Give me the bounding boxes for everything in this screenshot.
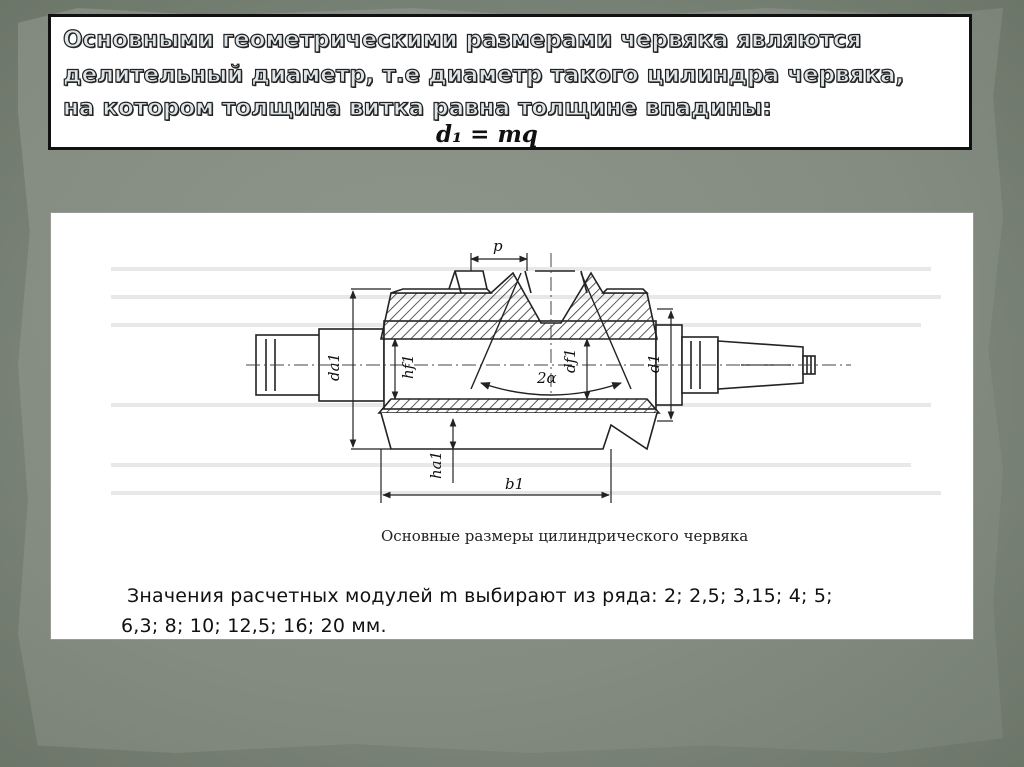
modules-text-line-2: 6,3; 8; 10; 12,5; 16; 20 мм. — [121, 615, 387, 637]
label-hf1: hf1 — [399, 354, 417, 379]
label-ha1: ha1 — [427, 450, 445, 479]
label-b1: b1 — [505, 475, 525, 493]
diagram-caption: Основные размеры цилиндрического червяка — [381, 527, 749, 545]
label-d1: d1 — [645, 353, 663, 373]
worm-diagram — [51, 213, 974, 523]
title-box — [48, 14, 972, 150]
label-df1: df1 — [561, 348, 579, 373]
title-line-3: на котором толщина витка равна толщине впадины: — [63, 95, 772, 121]
upper-thread-section — [381, 273, 657, 339]
title-line-1: Основными геометрическими размерами червяка являются — [63, 27, 862, 53]
upper-crest-right — [603, 289, 647, 293]
upper-crest-left — [391, 289, 491, 293]
lower-thread-crest — [381, 413, 657, 449]
label-da1: da1 — [325, 352, 343, 381]
label-p: p — [493, 237, 503, 255]
content-box — [50, 212, 974, 640]
modules-text-line-1: Значения расчетных модулей m выбирают из ряда: 2; 2,5; 3,15; 4; 5; — [127, 585, 833, 607]
label-2alpha: 2α — [537, 369, 557, 387]
title-line-2: делительный диаметр, т.е диаметр такого цилиндра червяка, — [63, 62, 905, 88]
lower-thread-section — [379, 399, 659, 413]
formula: d₁ = mq — [436, 121, 538, 148]
